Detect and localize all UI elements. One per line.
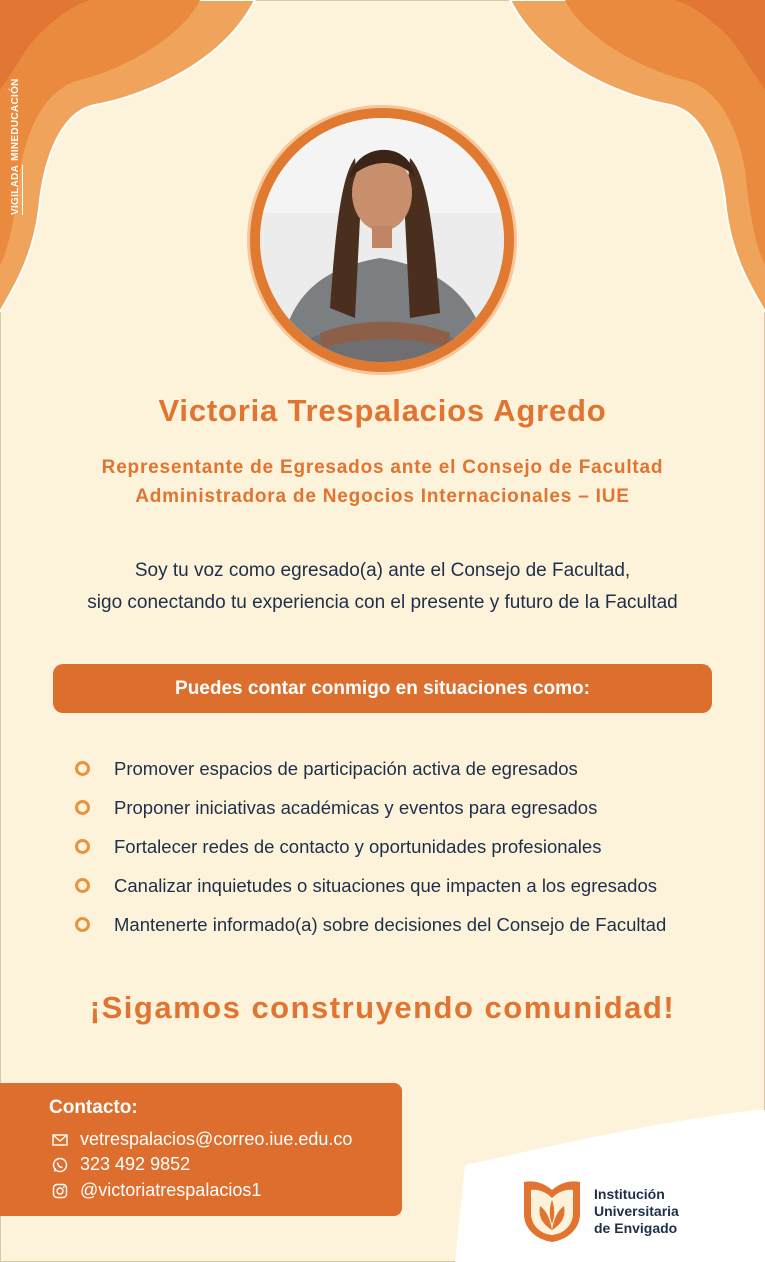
list-item-text: Proponer iniciativas académicas y eventos para egresados [114, 796, 598, 818]
institution-line3: de Envigado [594, 1219, 678, 1236]
profile-role-line1: Representante de Egresados ante el Consejo de Facultad [101, 457, 664, 478]
list-item [75, 905, 666, 944]
contact-phone[interactable]: 323 492 9852 [80, 1154, 191, 1174]
list-item-text: Fortalecer redes de contacto y oportunidades profesionales [114, 835, 602, 857]
profile-photo [260, 118, 504, 362]
list-item-text: Promover espacios de participación activa de egresados [114, 757, 578, 779]
list-item [75, 749, 666, 788]
instagram-icon [52, 1183, 68, 1199]
circle-bullet-icon [75, 800, 90, 815]
contact-title: Contacto: [49, 1097, 138, 1118]
profile-photo-frame [250, 108, 514, 372]
situations-list [75, 749, 666, 944]
slogan: ¡Sigamos construyendo comunidad! [89, 990, 676, 1025]
circle-bullet-icon [75, 839, 90, 854]
institution-name [594, 1186, 679, 1237]
circle-bullet-icon [75, 917, 90, 932]
list-item [75, 866, 666, 905]
contact-phone-row[interactable] [52, 1154, 190, 1175]
contact-instagram-row[interactable] [52, 1180, 261, 1201]
contact-email-row[interactable] [52, 1129, 352, 1150]
list-item [75, 827, 666, 866]
mail-icon [52, 1134, 68, 1146]
situations-banner [53, 664, 712, 713]
contact-card [0, 1083, 402, 1216]
contact-instagram[interactable]: @victoriatrespalacios1 [80, 1180, 262, 1200]
list-item [75, 788, 666, 827]
profile-role-line2: Administradora de Negocios Internacionales – IUE [135, 486, 630, 507]
list-item-text: Mantenerte informado(a) sobre decisiones del Consejo de Facultad [114, 913, 667, 935]
intro-line2: sigo conectando tu experiencia con el presente y futuro de la Facultad [87, 592, 678, 613]
circle-bullet-icon [75, 878, 90, 893]
institution-line1: Institución [594, 1185, 665, 1202]
iue-logo-icon [520, 1178, 584, 1244]
intro-line1: Soy tu voz como egresado(a) ante el Consejo de Facultad, [134, 560, 631, 581]
circle-bullet-icon [75, 761, 90, 776]
institution-logo [520, 1178, 679, 1244]
institution-line2: Universitaria [594, 1202, 679, 1219]
whatsapp-icon [52, 1157, 68, 1173]
vigilada-badge [10, 78, 21, 215]
banner-label: Puedes contar conmigo en situaciones como: [175, 677, 590, 699]
mineducacion-label: MINEDUCACIÓN [10, 78, 21, 161]
profile-name: Victoria Trespalacios Agredo [158, 393, 607, 428]
vigilada-label: VIGILADA [10, 164, 21, 215]
list-item-text: Canalizar inquietudes o situaciones que impacten a los egresados [114, 874, 658, 896]
contact-email[interactable]: vetrespalacios@correo.iue.edu.co [80, 1129, 353, 1149]
